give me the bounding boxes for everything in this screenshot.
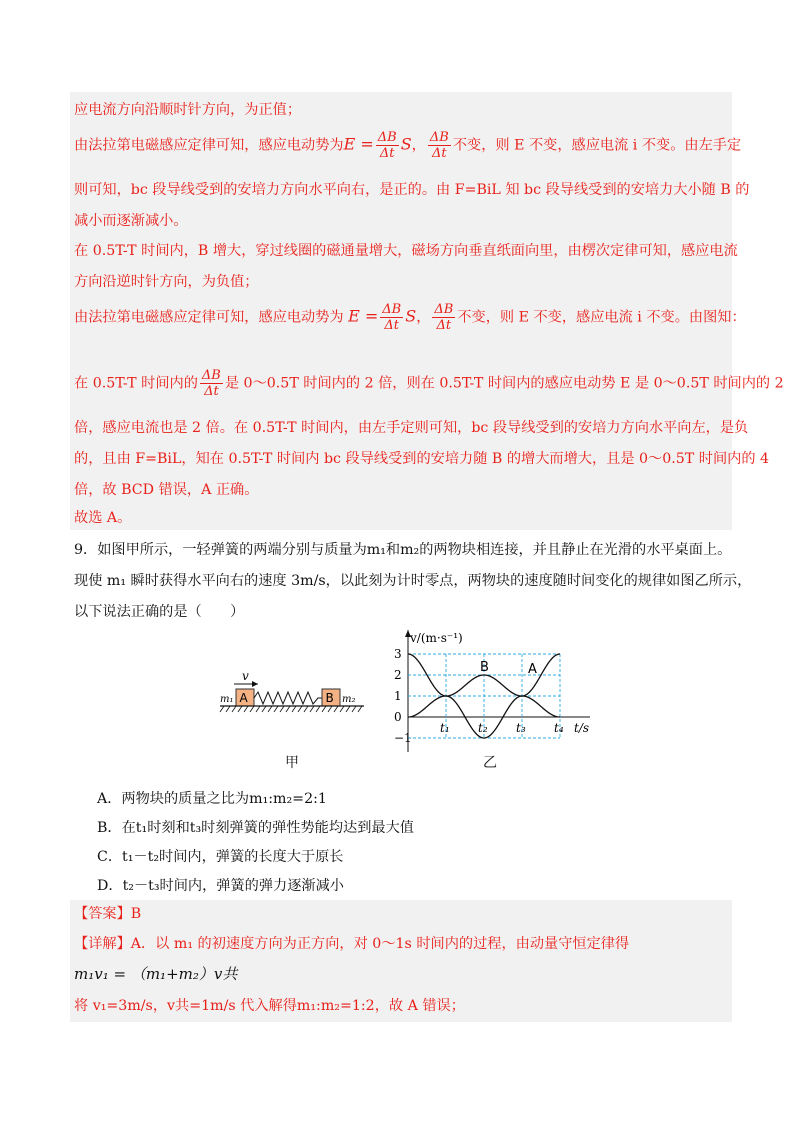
velocity-time-chart — [378, 628, 598, 756]
option-a[interactable]: A．两物块的质量之比为m₁:m₂=2:1 — [97, 791, 327, 807]
arrow-head-icon — [252, 681, 258, 687]
y-tick-label: 1 — [394, 689, 402, 703]
solution-line-8: 在 0.5T-T 时间内的 $\frac{\Delta B}{\Delta t}$ 是 0～0.5T 时间内的 2 倍，则在 0.5T-T 时间内的感应电动势 E 是 0～0.5T 时间内的 2 — [74, 368, 784, 399]
y-tick-label: 0 — [394, 710, 402, 724]
solution-line-5: 在 0.5T-T 时间内，B 增大，穿过线圈的磁通量增大，磁场方向垂直纸面向里，由楞次定律可知，感应电流 — [74, 243, 738, 259]
x-tick-label: t₄ — [554, 721, 564, 735]
fraction: $\frac{\Delta B}{\Delta t}$ — [377, 130, 397, 161]
solution-line-1: 应电流方向沿顺时针方向，为正值； — [74, 102, 302, 118]
solution-line-11: 倍，故 BCD 错误，A 正确。 — [74, 482, 259, 498]
surface-hatching — [220, 706, 362, 712]
x-tick-label: t₂ — [478, 721, 488, 735]
x-axis-label: t/s — [574, 721, 590, 735]
option-c[interactable]: C．t₁－t₂时间内，弹簧的长度大于原长 — [97, 849, 344, 865]
block-a-label: A — [239, 691, 248, 705]
spring — [254, 692, 322, 704]
fraction: $\frac{\Delta B}{\Delta t}$ — [429, 130, 449, 161]
y-tick-label: 3 — [394, 647, 402, 661]
solution-line-2: 由法拉第电磁感应定律可知，感应电动势为E = $\frac{\Delta B}{\Delta t}$ S， $\frac{\Delta B}{\Delta t}$ 不变，则 E 不变，感应电流 i 不变。由左手定 — [74, 130, 742, 161]
fraction: $\frac{\Delta B}{\Delta t}$ — [434, 302, 454, 333]
solution-line-3: 则可知，bc 段导线受到的安培力方向水平向右，是正的。由 F=BiL 知 bc 段导线受到的安培力大小随 B 的 — [74, 182, 750, 198]
question-line-2: 现使 m₁ 瞬时获得水平向右的速度 3m/s，以此刻为计时零点，两物块的速度随时间变化的规律如图乙所示， — [74, 573, 752, 589]
solution-line-12: 故选 A。 — [74, 510, 132, 526]
solution-line-9: 倍，感应电流也是 2 倍。在 0.5T-T 时间内，由左手定则可知，bc 段导线受到的安培力方向水平向左，是负 — [74, 420, 749, 436]
y-axis-label: v/(m·s⁻¹) — [410, 631, 463, 645]
option-b[interactable]: B．在t₁时刻和t₃时刻弹簧的弹性势能均达到最大值 — [97, 820, 414, 836]
solution-line-6: 方向沿逆时针方向，为负值； — [74, 274, 259, 290]
y-tick-label: −1 — [394, 731, 412, 745]
x-tick-label: t₁ — [440, 721, 450, 735]
answer-detail-line: 【详解】A．以 m₁ 的初速度方向为正方向，对 0～1s 时间内的过程，由动量守恒定律得 — [74, 936, 630, 952]
y-tick-label: 2 — [394, 668, 402, 682]
solution-line-4: 减小而逐渐减小。 — [74, 213, 188, 229]
x-tick-label: t₃ — [516, 721, 526, 735]
fraction: $\frac{\Delta B}{\Delta t}$ — [201, 368, 221, 399]
question-line-3: 以下说法正确的是（ ） — [74, 604, 245, 620]
m2-label: m₂ — [342, 694, 356, 705]
m1-label: m₁ — [220, 694, 234, 705]
solution-line-10: 的，且由 F=BiL，知在 0.5T-T 时间内 bc 段导线受到的安培力随 B 的增大而增大，且是 0～0.5T 时间内的 4 — [74, 451, 770, 467]
question-line-1: 9．如图甲所示，一轻弹簧的两端分别与质量为m₁和m₂的两物块相连接，并且静止在光滑的水平桌面上。 — [74, 542, 732, 558]
block-b-label: B — [325, 691, 334, 705]
answer-label: 【答案】B — [74, 906, 142, 922]
solution-line-7: 由法拉第电磁感应定律可知，感应电动势为 E = $\frac{\Delta B}{\Delta t}$ S， $\frac{\Delta B}{\Delta t}$ 不变，则 E 不变，感应电流 i 不变。由图知： — [74, 302, 746, 333]
figure-spring-blocks — [218, 668, 368, 718]
velocity-label: v — [242, 669, 249, 683]
emf-symbol: E = — [343, 134, 374, 154]
fraction: $\frac{\Delta B}{\Delta t}$ — [382, 302, 402, 333]
momentum-equation: m₁v₁ = （m₁+m₂）v共 — [74, 965, 238, 983]
answer-final-line: 将 v₁=3m/s，v共=1m/s 代入解得m₁:m₂=1:2，故 A 错误； — [74, 998, 465, 1014]
figure-left-caption: 甲 — [285, 755, 299, 771]
option-d[interactable]: D．t₂－t₃时间内，弹簧的弹力逐渐减小 — [97, 878, 344, 894]
series-label-a: A — [528, 662, 537, 677]
series-label-b: B — [480, 660, 489, 675]
figure-right-caption: 乙 — [483, 755, 497, 771]
